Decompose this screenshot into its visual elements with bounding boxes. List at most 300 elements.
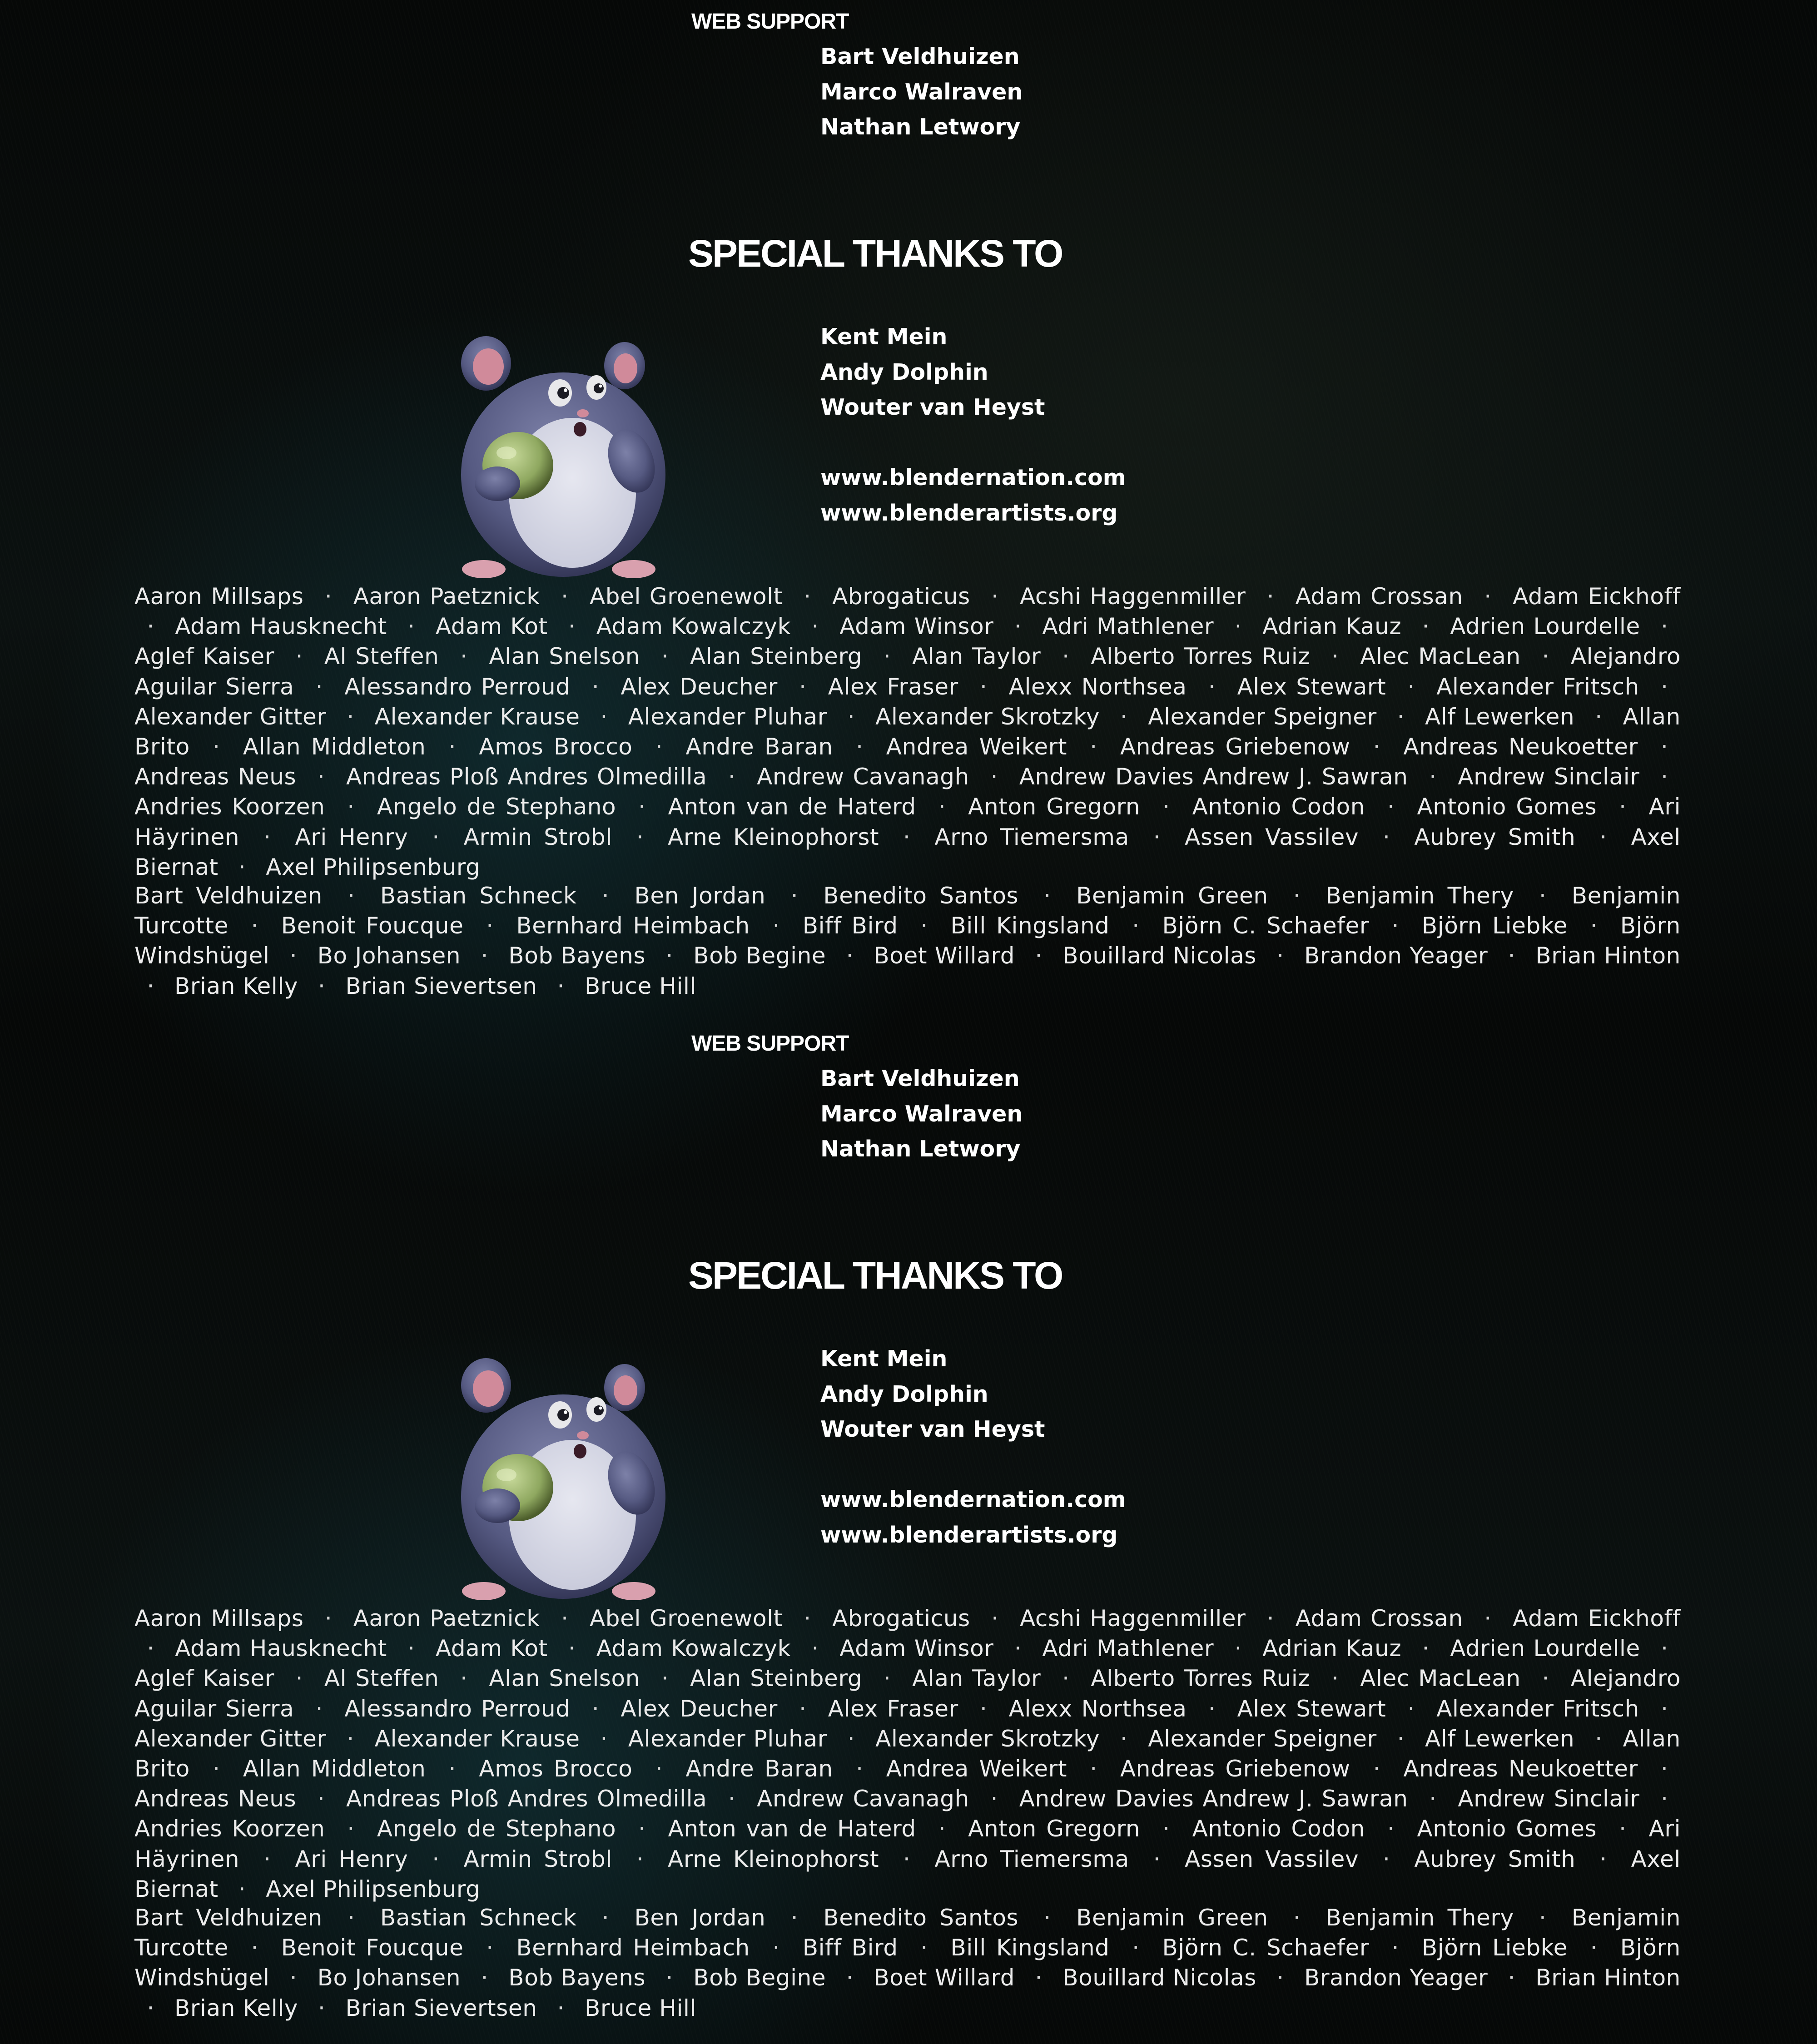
credit-name: Alexx Northsea [1008,1695,1187,1722]
credit-separator: · [432,1846,440,1872]
credit-name: Anton van de Haterd [668,1816,916,1842]
credit-separator: · [847,703,855,730]
credit-name: Adam Hausknecht [175,1635,387,1662]
credit-name: Bob Bayens [508,1965,646,1991]
special-thanks-heading: SPECIAL THANKS TO [688,232,1062,275]
credit-separator: · [1599,1846,1607,1872]
credit-name: Angelo de Stephano [377,1816,616,1842]
credit-separator: · [1619,1816,1627,1842]
credit-name: Alberto Torres Ruiz [1091,643,1311,670]
credit-separator: · [147,972,154,999]
credit-name: Alexander Speigner [1148,1725,1377,1752]
credit-name: Alexx Northsea [1008,673,1187,700]
credit-separator: · [1660,734,1668,760]
credit-separator: · [460,643,468,670]
credit-separator: · [799,1695,807,1722]
credit-name: Biff Bird [802,913,898,939]
special-thanks-name: Wouter van Heyst [820,394,1045,420]
special-thanks-name: Kent Mein [820,1346,948,1372]
credit-name: Andrew Sinclair [1458,1786,1640,1812]
hamster-mascot-icon [452,329,670,584]
credit-name: Biff Bird [802,1935,898,1961]
credit-separator: · [1276,943,1284,969]
credit-separator: · [1035,943,1043,969]
credit-separator: · [315,673,323,700]
credit-separator: · [636,1846,644,1872]
credit-separator: · [903,1846,911,1872]
credit-separator: · [1266,583,1275,610]
credit-separator: · [1331,643,1339,670]
backer-credits-b [134,881,1681,1001]
credit-separator: · [1014,1635,1022,1662]
credit-name: Alan Snelson [489,643,640,670]
credit-name: Axel Biernat [134,824,1681,880]
credit-separator: · [1397,1725,1405,1752]
credit-separator: · [1661,764,1668,790]
credit-name: Adri Mathlener [1042,1635,1214,1662]
list-spacer [820,1447,1126,1483]
credit-separator: · [600,703,608,730]
credit-name: Abel Groenewolt [590,583,783,610]
credit-name: Björn Liebke [1421,913,1568,939]
credit-separator: · [1062,643,1070,670]
credit-separator: · [1661,613,1668,640]
credit-name: Alessandro Perroud [344,673,571,700]
credit-separator: · [1619,794,1627,820]
credit-separator: · [1090,734,1097,760]
credit-name: Brian Kelly [174,972,298,999]
credit-separator: · [1422,1635,1430,1662]
backer-credits-b [134,1903,1681,2023]
credit-name: Bastian Schneck [380,883,577,909]
credit-separator: · [486,913,494,939]
credit-separator: · [601,883,610,909]
special-thanks-list [820,319,1126,531]
credit-name: Andreas Neukoetter [1403,1756,1638,1782]
web-support-name: Bart Veldhuizen [820,44,1020,69]
credit-name: Adam Crossan [1295,583,1463,610]
credit-name: Axel Philipsenburg [266,853,481,880]
credit-name: Adam Kowalczyk [596,613,791,640]
credit-name: Adrien Lourdelle [1450,1635,1640,1662]
credit-separator: · [1429,1786,1437,1812]
credit-name: Alexander Fritsch [1436,673,1639,700]
credit-name: Bart Veldhuizen [134,1905,323,1931]
credit-separator: · [1208,1695,1216,1722]
credit-name: Alexander Speigner [1148,703,1377,730]
credit-separator: · [636,824,644,850]
credit-name: Brian Hinton [1535,943,1681,969]
credit-name: Ari Henry [295,1846,408,1872]
hamster-mascot-icon [452,1351,670,1606]
credit-separator: · [317,764,325,790]
special-thanks-link: www.blendernation.com [820,465,1126,491]
credit-name: Alexander Pluhar [628,703,827,730]
credit-name: Axel Biernat [134,1846,1681,1902]
credit-separator: · [318,972,326,999]
credit-name: Andrew Cavanagh [757,1786,969,1812]
credit-name: Benjamin Thery [1326,883,1514,909]
credit-name: Bouillard Nicolas [1062,943,1256,969]
credit-separator: · [1162,1816,1170,1842]
credit-separator: · [1373,734,1381,760]
credit-name: Al Steffen [324,643,439,670]
credit-separator: · [1293,1905,1301,1931]
credit-name: Armin Strobl [463,1846,612,1872]
credit-separator: · [1407,673,1415,700]
credit-separator: · [318,1994,326,2021]
credit-name: Adam Kot [435,1635,548,1662]
credit-separator: · [263,1846,271,1872]
credit-name: Arno Tiemersma [934,1846,1129,1872]
credit-separator: · [147,1994,154,2021]
credit-name: Alan Steinberg [690,643,863,670]
credit-separator: · [407,613,415,640]
web-support-list [820,1061,1023,1167]
credit-name: Alex Stewart [1237,673,1386,700]
credit-name: Assen Vassilev [1185,824,1359,850]
credit-name: Anton van de Haterd [668,794,916,820]
credit-name: Arne Kleinophorst [668,824,879,850]
credit-name: Brandon Yeager [1304,943,1488,969]
credit-name: Alex Deucher [621,1695,778,1722]
credit-name: Bob Begine [693,1965,826,1991]
credit-separator: · [728,764,736,790]
credit-separator: · [1542,1665,1550,1692]
credit-name: Bo Johansen [317,1965,461,1991]
credit-separator: · [811,1635,819,1662]
credit-separator: · [1484,1605,1492,1632]
credit-separator: · [1120,703,1128,730]
credit-separator: · [1539,1905,1547,1931]
credit-name: Alex Fraser [828,1695,958,1722]
special-thanks-link: www.blenderartists.org [820,500,1118,526]
credit-name: Arne Kleinophorst [668,1846,879,1872]
credit-name: Assen Vassilev [1185,1846,1359,1872]
credit-name: Alberto Torres Ruiz [1091,1665,1311,1692]
credit-name: Aaron Paetznick [353,1605,540,1632]
credit-separator: · [600,1725,608,1752]
credit-separator: · [147,1635,154,1662]
credit-separator: · [1508,943,1516,969]
credit-separator: · [661,1665,669,1692]
credit-name: Brian Kelly [174,1994,298,2021]
credit-separator: · [1391,913,1400,939]
credit-separator: · [638,794,646,820]
credit-separator: · [665,943,673,969]
credit-separator: · [448,734,457,760]
credit-name: Abrogaticus [832,583,970,610]
credit-separator: · [289,1965,298,1991]
credit-separator: · [1035,1965,1043,1991]
credit-name: Alexander Fritsch [1436,1695,1639,1722]
credit-separator: · [638,1816,646,1842]
web-support-name: Bart Veldhuizen [820,1066,1020,1091]
credit-name: Brian Sievertsen [345,1994,537,2021]
credit-separator: · [1234,1635,1242,1662]
credit-name: Ari Henry [295,824,408,850]
credit-separator: · [1014,613,1022,640]
credit-name: Brandon Yeager [1304,1965,1488,1991]
credit-name: Bob Bayens [508,943,646,969]
credit-name: Ben Jordan [634,1905,766,1931]
credit-name: Axel Philipsenburg [266,1875,481,1902]
credit-separator: · [1539,883,1547,909]
credit-name: Aubrey Smith [1414,824,1576,850]
credit-separator: · [991,1605,999,1632]
credit-separator: · [772,1935,780,1961]
special-thanks-name: Wouter van Heyst [820,1416,1045,1442]
credit-separator: · [591,673,600,700]
credit-name: Adrian Kauz [1262,613,1402,640]
credit-name: Andreas Neus [134,764,297,790]
credit-separator: · [1661,1635,1668,1662]
credit-separator: · [979,1695,988,1722]
credit-name: Alan Snelson [489,1665,640,1692]
credit-name: Bouillard Nicolas [1062,1965,1256,1991]
credit-name: Adam Winsor [839,1635,994,1662]
credit-name: Alexander Gitter [134,703,327,730]
credit-separator: · [655,734,663,760]
credit-separator: · [804,1605,811,1632]
credit-separator: · [790,883,799,909]
credit-separator: · [990,764,998,790]
credit-name: Benjamin Turcotte [134,883,1681,939]
credit-name: Benedito Santos [823,1905,1019,1931]
credit-name: Andre Baran [685,1756,833,1782]
credit-separator: · [347,1725,354,1752]
credit-name: Alexander Skrotzky [875,703,1100,730]
credit-separator: · [920,1935,928,1961]
credit-name: Andries Koorzen [134,794,325,820]
credit-separator: · [460,1665,468,1692]
credit-name: Ari Häyrinen [134,794,1681,850]
list-spacer [820,425,1126,461]
credit-separator: · [790,1905,799,1931]
credit-separator: · [920,913,928,939]
credit-name: Acshi Haggenmiller [1019,583,1246,610]
credit-name: Acshi Haggenmiller [1019,1605,1246,1632]
credit-name: Aglef Kaiser [134,1665,274,1692]
credit-separator: · [883,643,891,670]
credit-name: Bruce Hill [585,1994,696,2021]
credit-name: Bernhard Heimbach [516,913,750,939]
credit-separator: · [289,943,298,969]
credit-name: Adrien Lourdelle [1450,613,1640,640]
credit-name: Björn Windshügel [134,913,1681,969]
credit-separator: · [1132,913,1140,939]
credit-name: Alexander Skrotzky [875,1725,1100,1752]
credit-separator: · [481,1965,488,1991]
credit-name: Aaron Millsaps [134,1605,304,1632]
credit-separator: · [213,1756,220,1782]
credit-separator: · [1276,1965,1284,1991]
credit-name: Alejandro Aguilar Sierra [134,643,1681,700]
credit-name: Adam Eickhoff [1513,1605,1681,1632]
credit-separator: · [1422,613,1430,640]
credit-name: Aaron Paetznick [353,583,540,610]
credit-separator: · [1120,1725,1128,1752]
credit-name: Al Steffen [324,1665,439,1692]
credit-separator: · [481,943,488,969]
credit-name: Alexander Krause [374,1725,580,1752]
web-support-name: Marco Walraven [820,79,1023,105]
credit-name: Andrew Cavanagh [757,764,969,790]
credit-separator: · [557,972,565,999]
credit-name: Allan Middleton [243,734,426,760]
credit-separator: · [347,703,354,730]
credit-separator: · [846,943,854,969]
credit-separator: · [591,1695,600,1722]
credit-name: Allan Brito [134,1725,1681,1782]
credit-name: Brian Hinton [1535,1965,1681,1991]
credit-separator: · [1407,1695,1415,1722]
credit-name: Aubrey Smith [1414,1846,1576,1872]
credit-name: Björn C. Schaefer [1162,913,1369,939]
credit-name: Antonio Codon [1192,1816,1365,1842]
credit-name: Allan Brito [134,703,1681,760]
credit-separator: · [1383,1846,1390,1872]
credit-separator: · [251,1935,259,1961]
credit-name: Amos Brocco [479,734,633,760]
credit-name: Alexander Pluhar [628,1725,827,1752]
credit-separator: · [1132,1935,1140,1961]
credit-name: Björn C. Schaefer [1162,1935,1369,1961]
credit-separator: · [561,583,569,610]
credit-separator: · [847,1725,855,1752]
credit-separator: · [295,1665,303,1692]
credit-separator: · [568,613,576,640]
credit-separator: · [661,643,669,670]
credit-separator: · [251,913,259,939]
credit-name: Benjamin Thery [1326,1905,1514,1931]
special-thanks-name: Andy Dolphin [820,359,988,385]
special-thanks-link: www.blenderartists.org [820,1522,1118,1548]
credit-name: Antonio Gomes [1417,1816,1597,1842]
credit-separator: · [655,1756,663,1782]
credit-name: Adam Crossan [1295,1605,1463,1632]
credit-separator: · [1590,1935,1598,1961]
credit-name: Abel Groenewolt [590,1605,783,1632]
credit-name: Alex Stewart [1237,1695,1386,1722]
special-thanks-name: Kent Mein [820,324,948,350]
credit-separator: · [856,1756,864,1782]
credit-name: Alejandro Aguilar Sierra [134,1665,1681,1722]
credit-name: Andrea Weikert [886,1756,1067,1782]
credit-separator: · [317,1786,325,1812]
credit-separator: · [1383,824,1390,850]
credit-name: Benjamin Turcotte [134,1905,1681,1961]
credit-name: Bruce Hill [585,972,696,999]
credit-name: Andrea Weikert [886,734,1067,760]
credit-separator: · [1429,764,1437,790]
credit-separator: · [568,1635,576,1662]
credit-separator: · [728,1786,736,1812]
credit-separator: · [804,583,811,610]
credit-name: Andrew Davies Andrew J. Sawran [1019,1786,1408,1812]
credit-separator: · [665,1965,673,1991]
credit-separator: · [601,1905,610,1931]
credit-separator: · [238,1875,246,1902]
credit-separator: · [295,643,303,670]
credit-separator: · [1661,1695,1668,1722]
credit-separator: · [1043,883,1051,909]
web-support-heading: WEB SUPPORT [691,1032,849,1056]
credit-separator: · [448,1756,457,1782]
credit-separator: · [213,734,220,760]
credit-name: Alan Taylor [912,1665,1041,1692]
credit-separator: · [1590,913,1598,939]
credit-name: Björn Liebke [1421,1935,1568,1961]
credit-name: Aglef Kaiser [134,643,274,670]
credit-name: Andre Baran [685,734,833,760]
special-thanks-heading: SPECIAL THANKS TO [688,1254,1062,1297]
credit-name: Boet Willard [874,943,1015,969]
credit-separator: · [846,1965,854,1991]
credit-separator: · [1234,613,1242,640]
credit-separator: · [315,1695,323,1722]
credit-name: Adam Kot [435,613,548,640]
credit-name: Alf Lewerken [1425,703,1575,730]
credit-separator: · [1162,794,1170,820]
credit-separator: · [347,1816,355,1842]
credit-name: Bastian Schneck [380,1905,577,1931]
credit-name: Boet Willard [874,1965,1015,1991]
credit-name: Adam Hausknecht [175,613,387,640]
credit-name: Armin Strobl [463,824,612,850]
web-support-name: Nathan Letwory [820,1136,1021,1162]
credit-name: Aaron Millsaps [134,583,304,610]
credit-separator: · [1387,1816,1395,1842]
credit-separator: · [1661,673,1668,700]
backer-credits-a [134,1603,1681,1904]
credit-separator: · [772,913,780,939]
credit-name: Adrian Kauz [1262,1635,1402,1662]
credit-separator: · [348,1905,355,1931]
credit-separator: · [1391,1935,1400,1961]
credit-name: Antonio Gomes [1417,794,1597,820]
credit-name: Anton Gregorn [968,1816,1141,1842]
credit-name: Alex Fraser [828,673,958,700]
credit-separator: · [348,883,355,909]
credit-separator: · [1397,703,1405,730]
credit-separator: · [1293,883,1301,909]
credit-separator: · [1508,1965,1516,1991]
credit-separator: · [991,583,999,610]
credit-separator: · [238,853,246,880]
credit-separator: · [347,794,355,820]
credits-block-bottom [0,1022,1817,2044]
credit-separator: · [811,613,819,640]
credit-name: Bob Begine [693,943,826,969]
credit-name: Anton Gregorn [968,794,1141,820]
credit-name: Bill Kingsland [950,913,1110,939]
credit-name: Björn Windshügel [134,1935,1681,1991]
credit-separator: · [1595,703,1603,730]
credit-name: Arno Tiemersma [934,824,1129,850]
credit-separator: · [938,794,946,820]
credit-separator: · [1373,1756,1381,1782]
credit-name: Brian Sievertsen [345,972,537,999]
credit-name: Benoit Foucque [281,913,464,939]
credit-name: Alexander Krause [374,703,580,730]
credit-separator: · [1208,673,1216,700]
credit-separator: · [147,613,154,640]
web-support-heading: WEB SUPPORT [691,10,849,34]
credit-name: Adam Winsor [839,613,994,640]
credit-separator: · [324,1605,333,1632]
credit-name: Benjamin Green [1076,883,1268,909]
